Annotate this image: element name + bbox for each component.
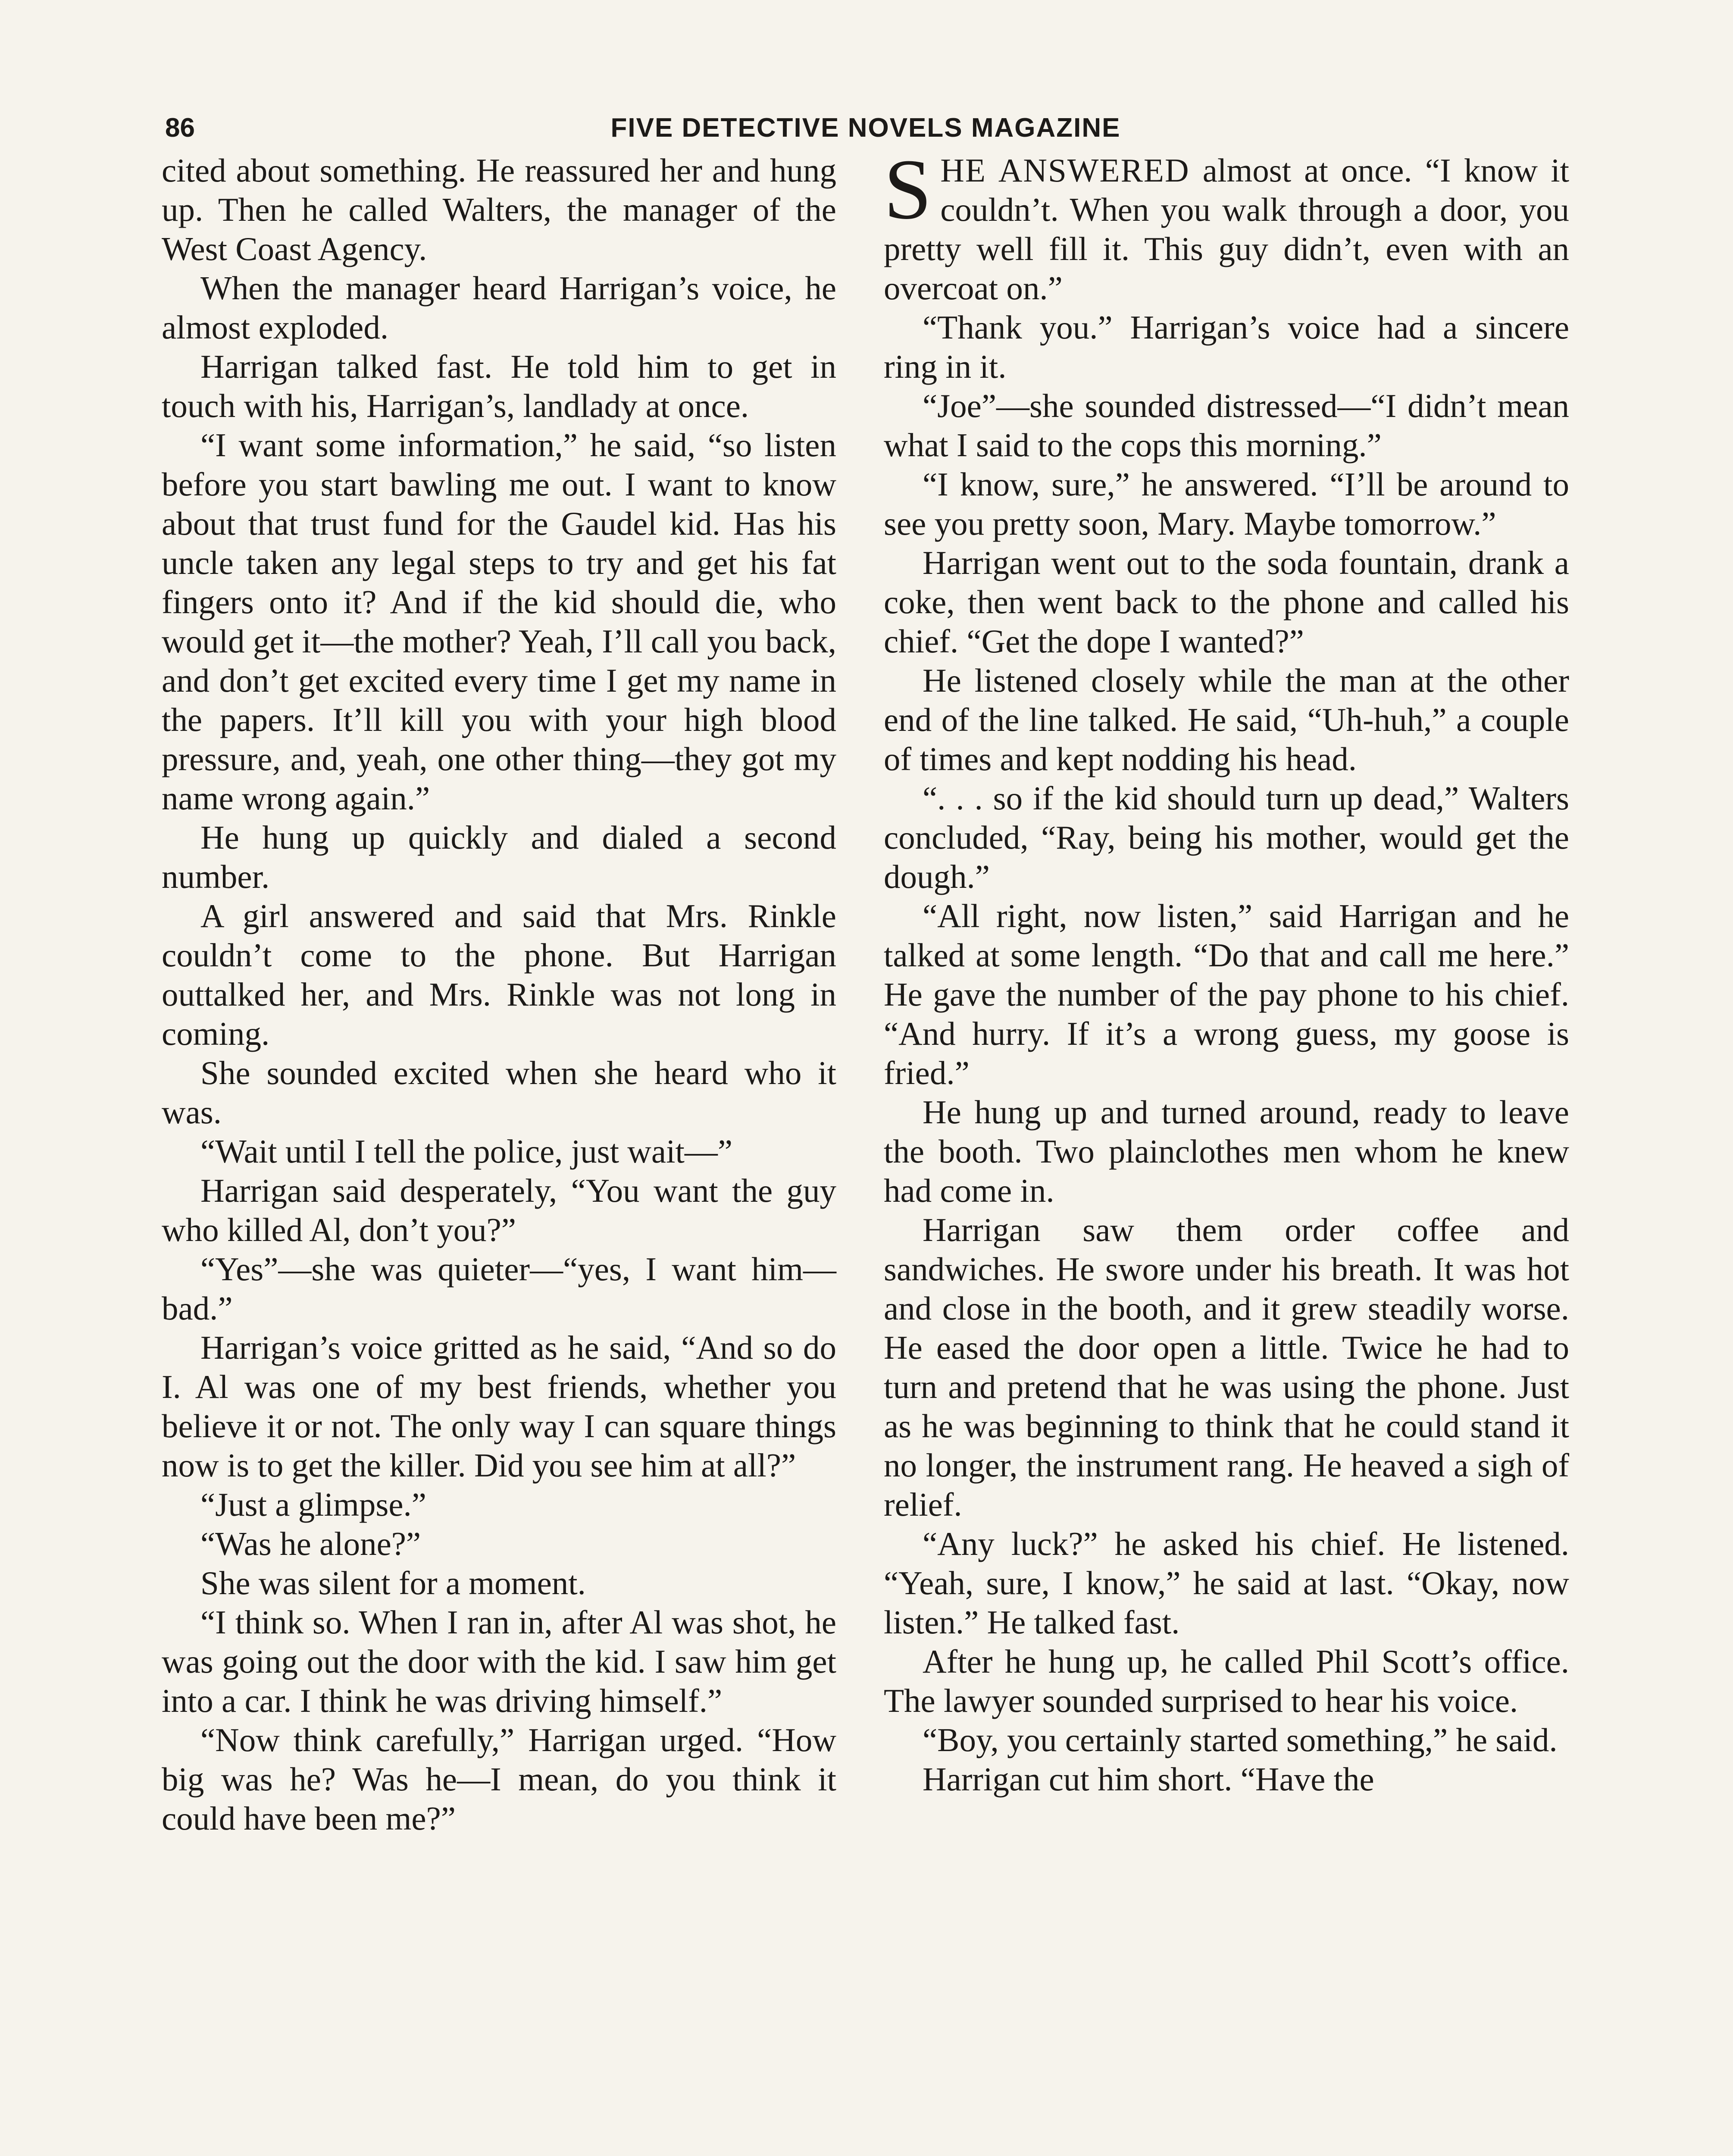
paragraph: “Any luck?” he asked his chief. He listened. “Yeah, sure, I know,” he said at last. “Okay, now listen.” He talked fast. [884,1525,1569,1641]
paragraph: “All right, now listen,” said Harrigan and he talked at some length. “Do that and call me here.” He gave the number of the pay phone to his chief. “And hurry. If it’s a wrong guess, my goose is fried.” [884,897,1569,1091]
paragraph: “Thank you.” Harrigan’s voice had a sincere ring in it. [884,309,1569,385]
paragraph: “Just a glimpse.” [200,1486,426,1523]
running-title: FIVE DETECTIVE NOVELS MAGAZINE [610,113,1121,143]
paragraph: “I think so. When I ran in, after Al was shot, he was going out the door with the kid. I saw him get into a car. I think he was driving himself.” [162,1604,836,1719]
paragraph: “Wait until I tell the police, just wait—” [200,1133,733,1170]
paragraph: Harrigan talked fast. He told him to get in touch with his, Harrigan’s, landlady at once. [162,348,836,424]
page-header [165,109,1566,147]
paragraph: “Now think carefully,” Harrigan urged. “How big was he? Was he—I mean, do you think it could have been me?” [162,1721,836,1837]
paragraph: He hung up and turned around, ready to leave the booth. Two plainclothes men whom he knew had come in. [884,1094,1569,1209]
paragraph: Harrigan went out to the soda fountain, drank a coke, then went back to the phone and called his chief. “Get the dope I wanted?” [884,544,1569,660]
paragraph: Harrigan’s voice gritted as he said, “And so do I. Al was one of my best friends, whether you believe it or not. The only way I can square things now is to get the killer. Did you see him at all?” [162,1329,836,1484]
paragraph: “Boy, you certainly started something,” he said. [923,1721,1558,1758]
paragraph: Harrigan saw them order coffee and sandwiches. He swore under his breath. It was hot and close in the booth, and it grew steadily worse. He eased the door open a little. Twice he had to turn and pretend that he was using the phone. Just as he was beginning to think that he could stand it no longer, the instrument rang. He heaved a sigh of relief. [884,1211,1569,1523]
paragraph: “I want some information,” he said, “so listen before you start bawling me out. I want to know about that trust fund for the Gaudel kid. Has his uncle taken any legal steps to try and get his fat fingers onto it? And if the kid should die, who would get it—the mother? Yeah, I’ll call you back, and don’t get excited every time I get my name in the papers. It’ll kill you with your high blood pressure, and, yeah, one other thing—they got my name wrong again.” [162,426,836,817]
paragraph: “Yes”—she was quieter—“yes, I want him—bad.” [162,1250,836,1327]
paragraph: She sounded excited when she heard who it was. [162,1054,836,1131]
paragraph: He hung up quickly and dialed a second number. [162,819,836,895]
page-number: 86 [165,113,195,143]
paragraph: When the manager heard Harrigan’s voice, he almost exploded. [162,270,836,346]
section-lead-paragraph [884,142,1569,308]
paragraph: She was silent for a moment. [200,1564,586,1601]
paragraph: After he hung up, he called Phil Scott’s office. The lawyer sounded surprised to hear his voice. [884,1643,1569,1719]
paragraph: cited about something. He reassured her and hung up. Then he called Walters, the manager of the West Coast Agency. [162,152,836,267]
paragraph: “. . . so if the kid should turn up dead,” Walters concluded, “Ray, being his mother, would get the dough.” [884,780,1569,895]
left-column [162,151,836,1838]
paragraph: Harrigan cut him short. “Have the [923,1761,1374,1798]
right-column [884,142,1569,1799]
paragraph: A girl answered and said that Mrs. Rinkle couldn’t come to the phone. But Harrigan outtalked her, and Mrs. Rinkle was not long in coming. [162,897,836,1052]
paragraph: “I know, sure,” he answered. “I’ll be around to see you pretty soon, Mary. Maybe tomorrow.” [884,466,1569,542]
paragraph: “Was he alone?” [200,1525,421,1562]
lead-text: almost at once. “I know it couldn’t. When you walk through a door, you pretty well fill it. This guy didn’t, even with an overcoat on.” [884,152,1569,307]
drop-cap: S [884,142,932,237]
paragraph: He listened closely while the man at the other end of the line talked. He said, “Uh-huh,” a couple of times and kept nodding his head. [884,662,1569,777]
paragraph: “Joe”—she sounded distressed—“I didn’t mean what I said to the cops this morning.” [884,387,1569,464]
lead-caps: HE ANSWERED [940,152,1190,189]
paragraph: Harrigan said desperately, “You want the guy who killed Al, don’t you?” [162,1172,836,1248]
